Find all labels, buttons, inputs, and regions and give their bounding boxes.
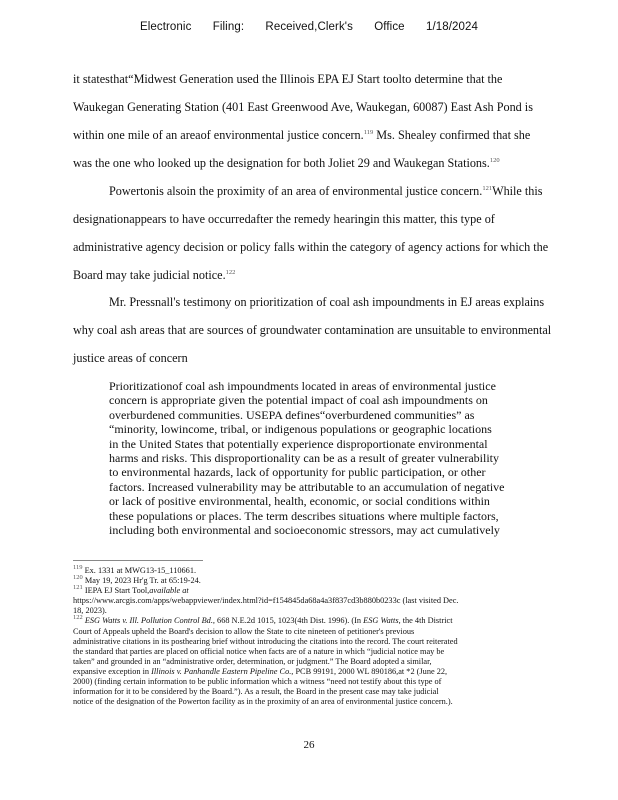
text-line: Waukegan Generating Station (401 East Greenwood Ave, Waukegan, 60087) East Ash Pond is — [73, 100, 533, 114]
footnote-text: 2000) (finding certain information to be public information which a witness “need not testify about this type of — [73, 677, 442, 687]
text-line: why coal ash areas that are sources of groundwater contamination are unsuitable to environmental — [73, 323, 552, 337]
text-line: justice areas of concern — [73, 351, 188, 365]
footnote-text: IEPA EJ Start Tool, — [84, 586, 150, 596]
quote-line: “minority, lowincome, tribal, or indigenous populations or geographic locations — [109, 422, 492, 437]
filing-header — [0, 21, 618, 33]
case-citation: Illinois v. Panhandle Eastern Pipeline Co. — [151, 666, 292, 676]
page-number: 26 — [303, 739, 315, 751]
quote-line: these populations or places. The term describes situations where multiple factors, — [109, 508, 499, 523]
quote-line: harms and risks. This disproportionality can be as a result of greater vulnerability — [109, 451, 500, 466]
quote-line: including both environmental and socioeconomic stressors, may act cumulatively — [109, 523, 500, 538]
footnote-text: Ex. 1331 at MWG13-15_110661. — [84, 566, 197, 575]
header-date: 1/18/2024 — [425, 21, 479, 33]
quote-line: Prioritizationof coal ash impoundments located in areas of environmental justice — [109, 379, 496, 393]
block-quote — [109, 379, 551, 537]
text-line — [73, 121, 603, 149]
footnote-text — [73, 667, 603, 677]
text-line — [73, 261, 603, 289]
footnote-number: 119 — [73, 564, 83, 572]
footnote-120 — [73, 576, 603, 586]
footnote-ref-122[interactable]: 122 — [225, 268, 236, 276]
footnote-text: , the 4th District — [398, 616, 453, 626]
header-electronic: Electronic — [139, 21, 192, 33]
text-line — [73, 149, 603, 177]
paragraph-pressnall — [73, 288, 603, 372]
text-segment: While this — [492, 184, 543, 198]
text-segment: Ms. Shealey confirmed that she — [373, 128, 531, 142]
quote-line: or lack of positive environmental, health, economic, or social conditions within — [109, 494, 490, 509]
footnote-121 — [73, 586, 603, 596]
header-office: Office — [374, 21, 405, 33]
quote-line: factors. Increased vulnerability may be attributable to an accumulation of negative — [109, 479, 505, 494]
text-segment: Board may take judicial notice. — [73, 268, 226, 282]
footnote-divider — [73, 560, 203, 561]
footnote-ref-120[interactable]: 120 — [489, 156, 500, 164]
quote-line: to environmental hazards, lack of opportunity for public participation, or other — [109, 465, 486, 480]
case-citation: ESG Watts v. Ill. Pollution Control Bd. — [84, 616, 213, 626]
footnote-number: 121 — [73, 584, 83, 592]
header-received: Received,Clerk's — [265, 21, 353, 33]
footnote-ref-119[interactable]: 119 — [363, 128, 374, 136]
quote-line: in the United States that potentially experience disproportionate environmental — [109, 436, 488, 451]
footnote-text: information for it to be considered by the Board.”). As a result, the Board in the present case may take judicial — [73, 687, 439, 697]
footnote-number: 122 — [73, 614, 83, 622]
footnote-text: taken” and grounded in an “administrative order, determination, or judgment.” The Board adopted a similar, — [73, 656, 432, 666]
footnote-text: administrative citations in its posthearing brief without introducing the citations into the record. The court reiterated — [73, 636, 458, 646]
footnote-url[interactable]: https://www.arcgis.com/apps/webappviewer/index.html?id=f154845da68a4a3f837cd3b880b0233c (last visited Dec. — [73, 596, 459, 606]
text-line: it statesthat“Midwest Generation used the Illinois EPA EJ Start toolto determine that the — [73, 72, 503, 86]
footnote-ref-121[interactable]: 121 — [482, 184, 493, 192]
text-line: designationappears to have occurredafter the remedy hearingin this matter, this type of — [73, 212, 495, 226]
footnotes — [73, 566, 603, 707]
footnote-122 — [73, 616, 603, 626]
case-citation: ESG Watts — [363, 616, 399, 626]
footnote-number: 120 — [73, 574, 83, 582]
footnote-text: , 668 N.E.2d 1015, 1023(4th Dist. 1996). (In — [212, 616, 364, 626]
text-segment: Powertonis alsoin the proximity of an area of environmental justice concern. — [109, 184, 483, 198]
footnote-text: 18, 2023). — [73, 606, 107, 616]
text-segment: within one mile of an areaof environmental justice concern. — [73, 128, 364, 142]
paragraph-midwest-generation — [73, 65, 603, 177]
text-line — [73, 177, 603, 205]
footnote-text: expansive exception in — [73, 666, 152, 676]
footnote-italic: available at — [149, 586, 189, 596]
footnote-text: notice of the designation of the Powerton facility as in the proximity of an area of environmental justice concern.). — [73, 697, 453, 707]
footnote-text: May 19, 2023 Hr'g Tr. at 65:19-24. — [84, 576, 201, 586]
quote-line: concern is appropriate given the potential impact of coal ash impoundments on — [109, 393, 488, 408]
footnote-119 — [73, 566, 603, 576]
quote-line: overburdened communities. USEPA defines“overburdened communities” as — [109, 407, 475, 422]
text-segment: was the one who looked up the designation for both Joliet 29 and Waukegan Stations. — [73, 156, 490, 170]
footnote-text: , PCB 99191, 2000 WL 890186,at *2 (June 22, — [291, 666, 448, 676]
text-line: Mr. Pressnall's testimony on prioritization of coal ash impoundments in EJ areas explains — [109, 295, 545, 309]
footnote-text: Court of Appeals upheld the Board's decision to allow the State to cite nineteen of petitioner's previous — [73, 626, 415, 636]
footnote-text: the standard that parties are placed on official notice when facts are of a nature in which “judicial notice may be — [73, 646, 445, 656]
text-line: administrative agency decision or policy falls within the category of agency actions for which the — [73, 240, 549, 254]
header-filing: Filing: — [212, 21, 245, 33]
paragraph-powerton — [73, 177, 603, 289]
